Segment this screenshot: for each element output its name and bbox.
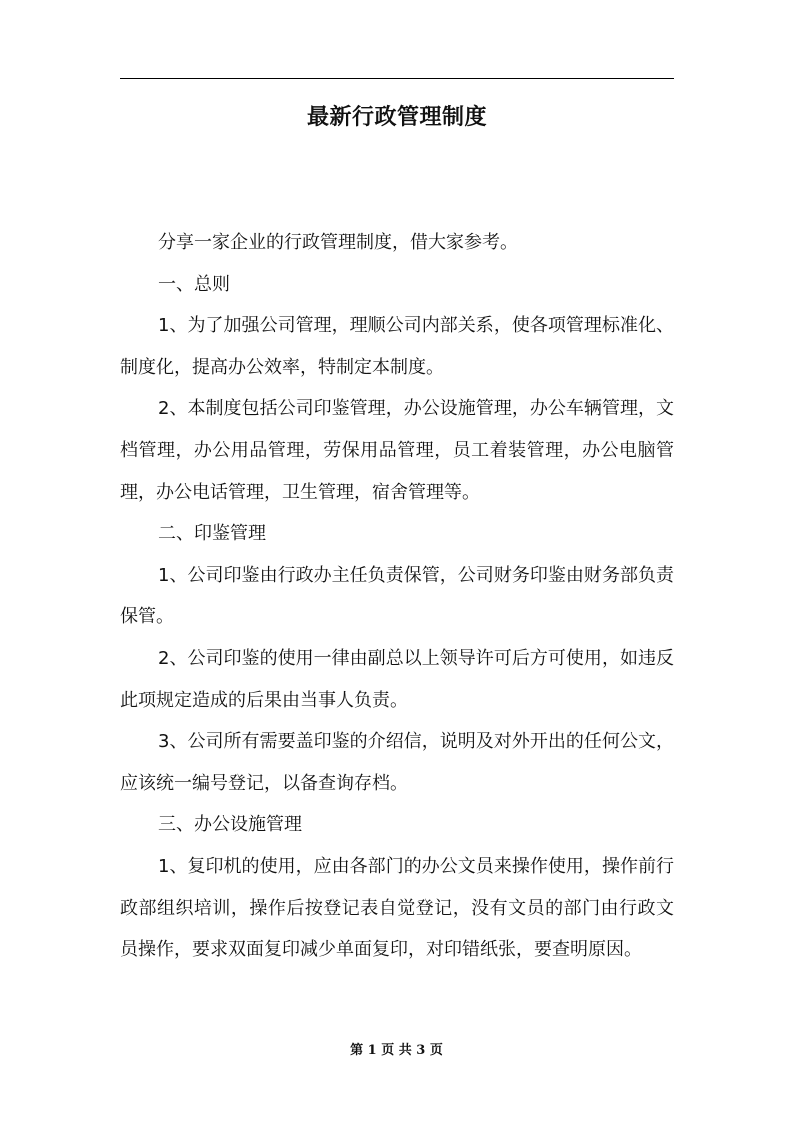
page-footer — [0, 1041, 793, 1061]
section-heading-seal: 二、印鉴管理 — [158, 523, 266, 545]
intro-paragraph: 分享一家企业的行政管理制度，借大家参考。 — [158, 232, 518, 253]
paragraph: 1、公司印鉴由行政办主任负责保管，公司财务印鉴由财务部负责保管。 — [120, 564, 674, 628]
header-rule — [120, 78, 674, 79]
paragraph: 1、为了加强公司管理，理顺公司内部关系，使各项管理标准化、制度化，提高办公效率，特制定本制度。 — [120, 315, 674, 378]
section-heading-general: 一、总则 — [158, 273, 230, 295]
paragraph: 1、复印机的使用，应由各部门的办公文员来操作使用，操作前行政部组织培训，操作后按登记表自觉登记，没有文员的部门由行政文员操作，要求双面复印减少单面复印，对印错纸张，要查明原因。 — [120, 855, 674, 961]
paragraph: 2、公司印鉴的使用一律由副总以上领导许可后方可使用，如违反此项规定造成的后果由当事人负责。 — [120, 647, 674, 711]
page-number: 第 1 页 共 3 页 — [350, 1043, 443, 1058]
paragraph: 3、公司所有需要盖印鉴的介绍信，说明及对外开出的任何公文，应该统一编号登记，以备查询存档。 — [120, 731, 674, 794]
paragraph: 2、本制度包括公司印鉴管理，办公设施管理，办公车辆管理，文档管理，办公用品管理，劳保用品管理，员工着装管理，办公电脑管理，办公电话管理，卫生管理，宿舍管理等。 — [120, 398, 674, 503]
section-heading-facilities: 三、办公设施管理 — [158, 814, 302, 836]
document-body — [120, 222, 674, 971]
document-title: 最新行政管理制度 — [306, 105, 487, 130]
